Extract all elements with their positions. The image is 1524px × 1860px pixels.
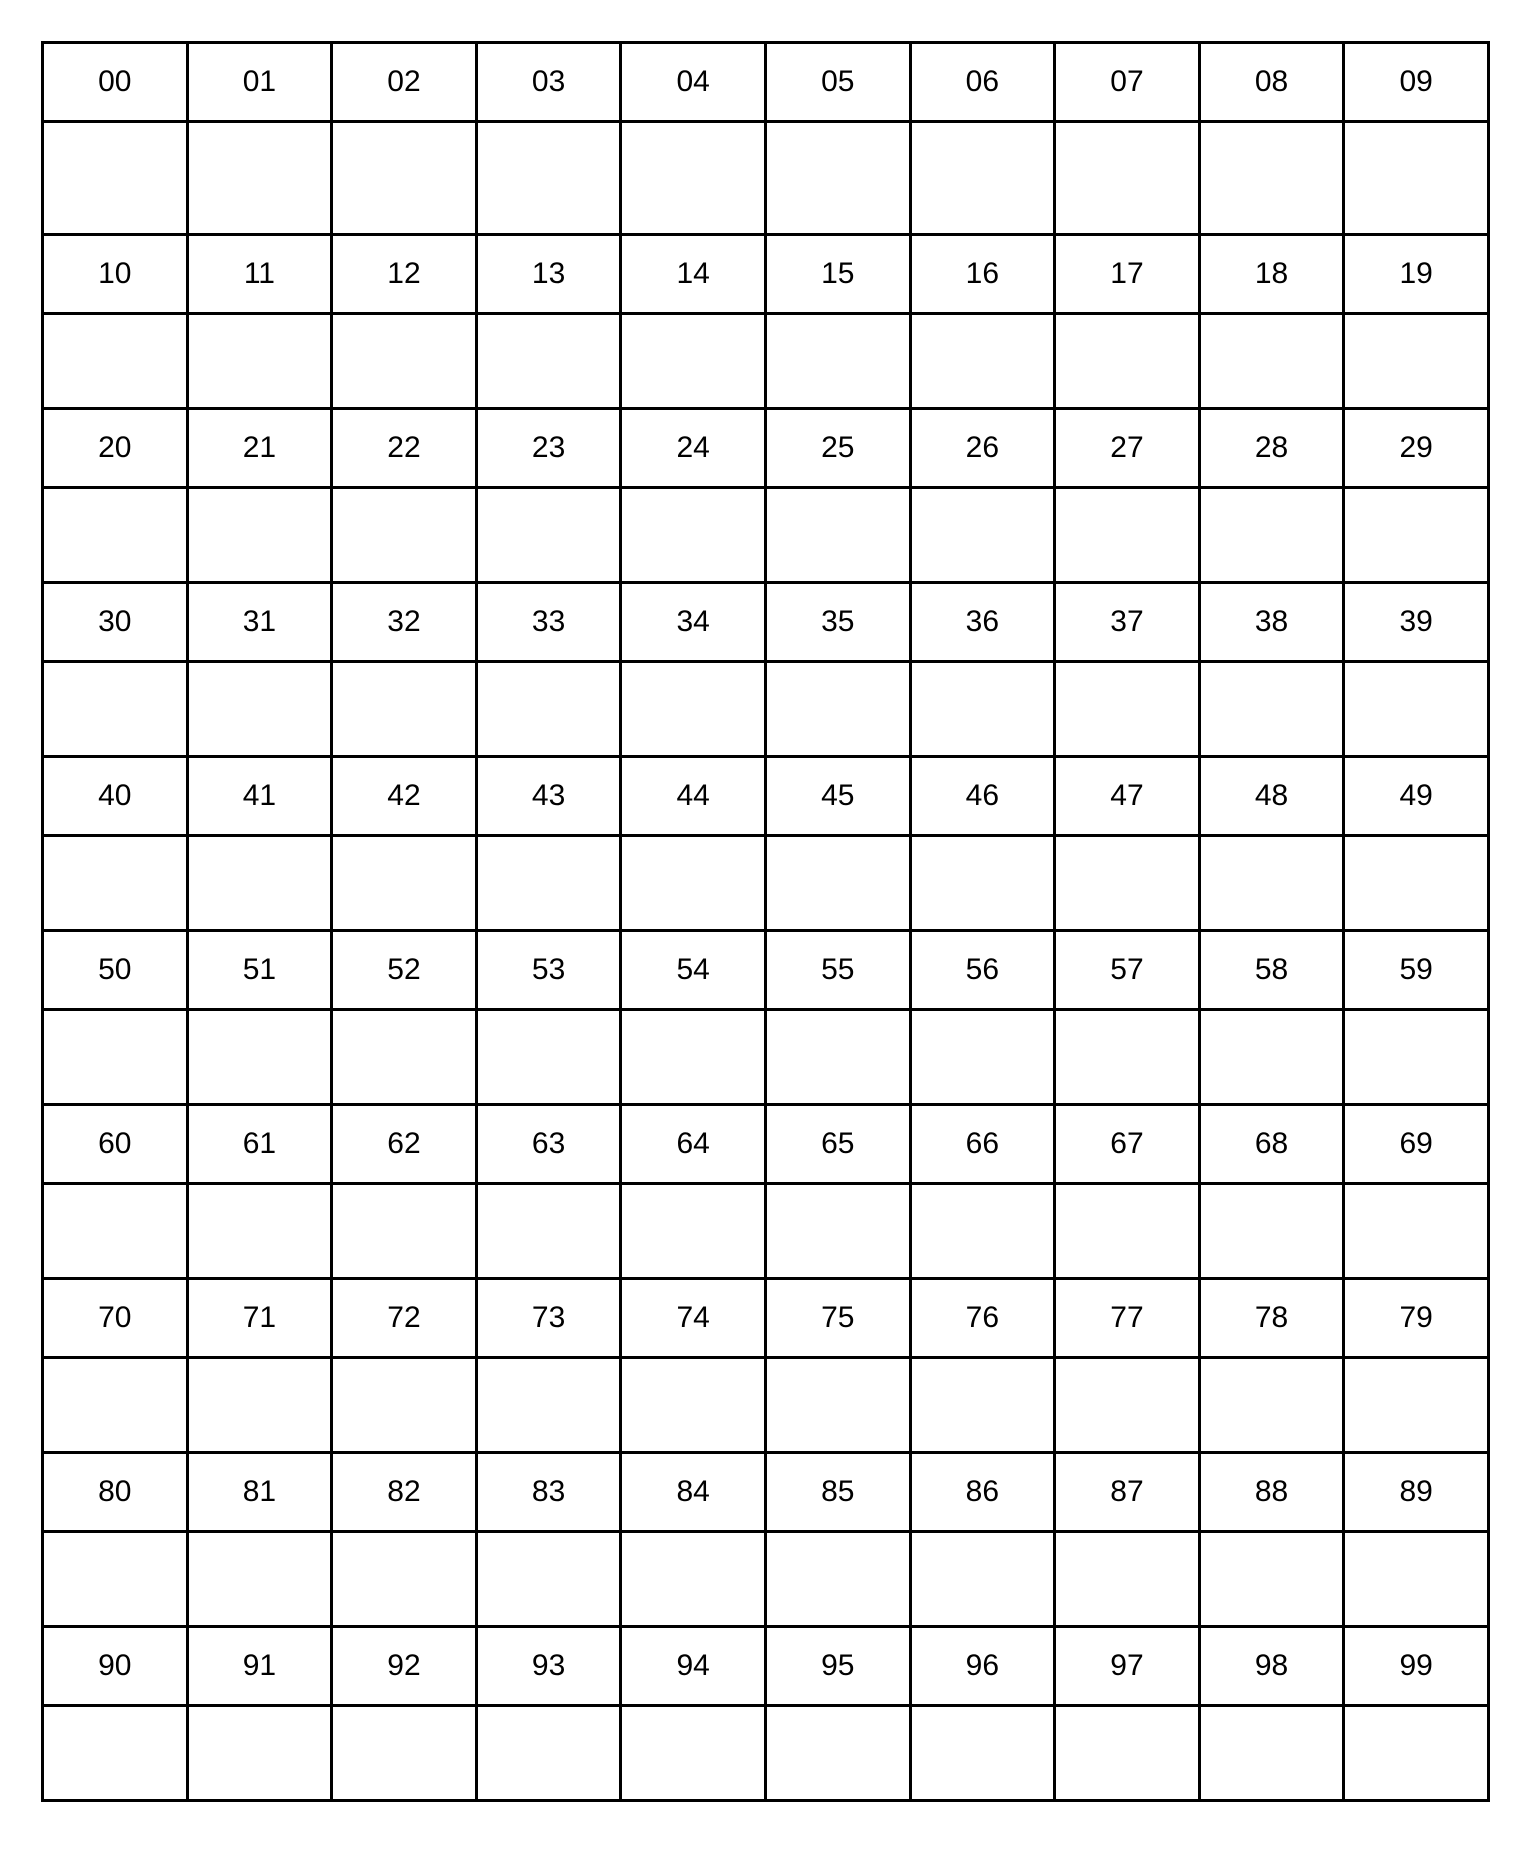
number-label-cell: 34 <box>621 583 766 662</box>
number-label-cell: 41 <box>187 757 332 836</box>
number-label-cell: 65 <box>765 1105 910 1184</box>
blank-writing-cell <box>765 1706 910 1801</box>
number-label-cell: 80 <box>43 1453 188 1532</box>
blank-writing-cell <box>1344 1358 1489 1453</box>
number-label-row <box>43 1627 1489 1706</box>
blank-writing-cell <box>621 1184 766 1279</box>
number-label-row <box>43 1453 1489 1532</box>
blank-writing-cell <box>43 1706 188 1801</box>
number-label-cell: 29 <box>1344 409 1489 488</box>
blank-writing-cell <box>765 662 910 757</box>
blank-writing-cell <box>476 662 621 757</box>
blank-writing-row <box>43 1010 1489 1105</box>
blank-writing-cell <box>332 314 477 409</box>
blank-writing-cell <box>910 1532 1055 1627</box>
blank-writing-cell <box>1055 662 1200 757</box>
number-label-cell: 70 <box>43 1279 188 1358</box>
number-label-cell: 94 <box>621 1627 766 1706</box>
blank-writing-cell <box>910 1184 1055 1279</box>
blank-writing-cell <box>43 1010 188 1105</box>
blank-writing-cell <box>1344 314 1489 409</box>
number-label-cell: 64 <box>621 1105 766 1184</box>
number-label-cell: 51 <box>187 931 332 1010</box>
blank-writing-cell <box>1199 1010 1344 1105</box>
blank-writing-cell <box>910 1358 1055 1453</box>
number-label-cell: 28 <box>1199 409 1344 488</box>
number-grid-body <box>43 43 1489 1801</box>
blank-writing-cell <box>1055 314 1200 409</box>
blank-writing-cell <box>187 1010 332 1105</box>
number-label-cell: 92 <box>332 1627 477 1706</box>
blank-writing-cell <box>1199 122 1344 235</box>
blank-writing-cell <box>621 1532 766 1627</box>
blank-writing-cell <box>187 662 332 757</box>
number-label-cell: 73 <box>476 1279 621 1358</box>
number-label-cell: 96 <box>910 1627 1055 1706</box>
blank-writing-cell <box>187 1184 332 1279</box>
number-label-cell: 01 <box>187 43 332 122</box>
number-label-cell: 54 <box>621 931 766 1010</box>
blank-writing-cell <box>910 1010 1055 1105</box>
number-label-cell: 49 <box>1344 757 1489 836</box>
number-label-cell: 37 <box>1055 583 1200 662</box>
number-label-cell: 72 <box>332 1279 477 1358</box>
blank-writing-cell <box>43 1184 188 1279</box>
blank-writing-cell <box>476 1532 621 1627</box>
number-label-cell: 76 <box>910 1279 1055 1358</box>
number-label-cell: 27 <box>1055 409 1200 488</box>
blank-writing-row <box>43 488 1489 583</box>
number-label-cell: 43 <box>476 757 621 836</box>
number-label-cell: 03 <box>476 43 621 122</box>
blank-writing-cell <box>187 1532 332 1627</box>
number-label-cell: 16 <box>910 235 1055 314</box>
blank-writing-cell <box>43 122 188 235</box>
blank-writing-cell <box>1055 1184 1200 1279</box>
blank-writing-cell <box>910 662 1055 757</box>
blank-writing-cell <box>332 836 477 931</box>
number-label-cell: 81 <box>187 1453 332 1532</box>
number-label-cell: 78 <box>1199 1279 1344 1358</box>
blank-writing-cell <box>1199 488 1344 583</box>
blank-writing-cell <box>1199 1706 1344 1801</box>
number-label-cell: 11 <box>187 235 332 314</box>
number-label-cell: 30 <box>43 583 188 662</box>
number-label-cell: 20 <box>43 409 188 488</box>
number-label-cell: 50 <box>43 931 188 1010</box>
number-label-cell: 62 <box>332 1105 477 1184</box>
blank-writing-cell <box>910 122 1055 235</box>
blank-writing-cell <box>1055 836 1200 931</box>
blank-writing-cell <box>476 1358 621 1453</box>
blank-writing-row <box>43 1358 1489 1453</box>
blank-writing-cell <box>1344 662 1489 757</box>
number-label-cell: 90 <box>43 1627 188 1706</box>
number-label-cell: 22 <box>332 409 477 488</box>
blank-writing-cell <box>332 1706 477 1801</box>
blank-writing-cell <box>1199 1358 1344 1453</box>
number-label-cell: 38 <box>1199 583 1344 662</box>
number-label-cell: 69 <box>1344 1105 1489 1184</box>
blank-writing-cell <box>1055 1358 1200 1453</box>
blank-writing-cell <box>187 122 332 235</box>
number-label-cell: 82 <box>332 1453 477 1532</box>
number-label-cell: 18 <box>1199 235 1344 314</box>
number-label-cell: 25 <box>765 409 910 488</box>
blank-writing-cell <box>476 314 621 409</box>
number-label-cell: 17 <box>1055 235 1200 314</box>
blank-writing-cell <box>621 662 766 757</box>
number-label-cell: 97 <box>1055 1627 1200 1706</box>
blank-writing-cell <box>332 1184 477 1279</box>
number-label-cell: 75 <box>765 1279 910 1358</box>
number-label-cell: 05 <box>765 43 910 122</box>
blank-writing-cell <box>43 314 188 409</box>
blank-writing-cell <box>332 488 477 583</box>
number-label-row <box>43 583 1489 662</box>
number-label-cell: 71 <box>187 1279 332 1358</box>
number-label-row <box>43 409 1489 488</box>
blank-writing-cell <box>1344 1010 1489 1105</box>
number-label-cell: 63 <box>476 1105 621 1184</box>
number-label-cell: 09 <box>1344 43 1489 122</box>
number-label-cell: 98 <box>1199 1627 1344 1706</box>
blank-writing-cell <box>332 1358 477 1453</box>
blank-writing-cell <box>1344 488 1489 583</box>
number-label-cell: 84 <box>621 1453 766 1532</box>
number-label-cell: 36 <box>910 583 1055 662</box>
blank-writing-cell <box>1055 1706 1200 1801</box>
blank-writing-cell <box>1344 122 1489 235</box>
blank-writing-cell <box>1344 1532 1489 1627</box>
number-label-cell: 48 <box>1199 757 1344 836</box>
blank-writing-row <box>43 122 1489 235</box>
number-label-cell: 44 <box>621 757 766 836</box>
blank-writing-cell <box>910 488 1055 583</box>
blank-writing-cell <box>187 488 332 583</box>
blank-writing-cell <box>332 662 477 757</box>
blank-writing-cell <box>476 1010 621 1105</box>
number-label-row <box>43 931 1489 1010</box>
blank-writing-cell <box>43 488 188 583</box>
blank-writing-cell <box>1055 1010 1200 1105</box>
blank-writing-row <box>43 1184 1489 1279</box>
number-label-cell: 68 <box>1199 1105 1344 1184</box>
number-label-cell: 19 <box>1344 235 1489 314</box>
blank-writing-cell <box>621 1358 766 1453</box>
number-label-cell: 57 <box>1055 931 1200 1010</box>
number-label-cell: 61 <box>187 1105 332 1184</box>
number-label-cell: 39 <box>1344 583 1489 662</box>
blank-writing-row <box>43 836 1489 931</box>
blank-writing-cell <box>187 1358 332 1453</box>
number-label-cell: 23 <box>476 409 621 488</box>
blank-writing-cell <box>765 122 910 235</box>
number-label-cell: 04 <box>621 43 766 122</box>
number-label-cell: 10 <box>43 235 188 314</box>
blank-writing-cell <box>621 1706 766 1801</box>
number-label-cell: 14 <box>621 235 766 314</box>
number-label-cell: 42 <box>332 757 477 836</box>
blank-writing-cell <box>476 122 621 235</box>
number-label-cell: 60 <box>43 1105 188 1184</box>
number-label-row <box>43 1105 1489 1184</box>
number-label-cell: 91 <box>187 1627 332 1706</box>
blank-writing-cell <box>765 1184 910 1279</box>
blank-writing-cell <box>1344 836 1489 931</box>
blank-writing-cell <box>476 1184 621 1279</box>
blank-writing-cell <box>1055 122 1200 235</box>
number-label-cell: 33 <box>476 583 621 662</box>
blank-writing-cell <box>332 122 477 235</box>
number-label-cell: 55 <box>765 931 910 1010</box>
blank-writing-cell <box>476 488 621 583</box>
number-label-cell: 66 <box>910 1105 1055 1184</box>
blank-writing-cell <box>910 836 1055 931</box>
blank-writing-cell <box>476 836 621 931</box>
blank-writing-cell <box>187 836 332 931</box>
blank-writing-row <box>43 1532 1489 1627</box>
number-label-cell: 13 <box>476 235 621 314</box>
blank-writing-cell <box>621 122 766 235</box>
number-label-cell: 83 <box>476 1453 621 1532</box>
number-label-cell: 56 <box>910 931 1055 1010</box>
number-label-cell: 07 <box>1055 43 1200 122</box>
blank-writing-cell <box>332 1532 477 1627</box>
blank-writing-cell <box>765 488 910 583</box>
number-label-cell: 45 <box>765 757 910 836</box>
number-label-cell: 08 <box>1199 43 1344 122</box>
number-label-row <box>43 43 1489 122</box>
number-grid-table <box>41 41 1490 1802</box>
number-label-row <box>43 757 1489 836</box>
number-label-cell: 12 <box>332 235 477 314</box>
number-label-cell: 89 <box>1344 1453 1489 1532</box>
blank-writing-cell <box>43 1358 188 1453</box>
blank-writing-cell <box>1199 662 1344 757</box>
number-label-cell: 40 <box>43 757 188 836</box>
number-label-cell: 85 <box>765 1453 910 1532</box>
number-label-cell: 59 <box>1344 931 1489 1010</box>
number-label-cell: 47 <box>1055 757 1200 836</box>
number-label-cell: 79 <box>1344 1279 1489 1358</box>
number-label-cell: 86 <box>910 1453 1055 1532</box>
number-label-cell: 06 <box>910 43 1055 122</box>
blank-writing-cell <box>1344 1184 1489 1279</box>
blank-writing-cell <box>1055 1532 1200 1627</box>
number-label-cell: 95 <box>765 1627 910 1706</box>
number-label-cell: 93 <box>476 1627 621 1706</box>
number-label-cell: 24 <box>621 409 766 488</box>
blank-writing-row <box>43 662 1489 757</box>
blank-writing-cell <box>621 836 766 931</box>
blank-writing-cell <box>187 314 332 409</box>
number-label-cell: 53 <box>476 931 621 1010</box>
blank-writing-cell <box>621 488 766 583</box>
number-label-cell: 52 <box>332 931 477 1010</box>
number-label-cell: 02 <box>332 43 477 122</box>
blank-writing-row <box>43 1706 1489 1801</box>
blank-writing-cell <box>187 1706 332 1801</box>
blank-writing-cell <box>1344 1706 1489 1801</box>
number-label-cell: 26 <box>910 409 1055 488</box>
number-label-cell: 35 <box>765 583 910 662</box>
blank-writing-cell <box>765 314 910 409</box>
number-label-cell: 99 <box>1344 1627 1489 1706</box>
blank-writing-cell <box>476 1706 621 1801</box>
blank-writing-cell <box>43 662 188 757</box>
number-label-row <box>43 1279 1489 1358</box>
number-label-cell: 15 <box>765 235 910 314</box>
blank-writing-cell <box>1199 1184 1344 1279</box>
blank-writing-cell <box>1199 836 1344 931</box>
number-label-cell: 77 <box>1055 1279 1200 1358</box>
number-label-cell: 87 <box>1055 1453 1200 1532</box>
blank-writing-cell <box>1199 1532 1344 1627</box>
number-label-cell: 74 <box>621 1279 766 1358</box>
blank-writing-cell <box>765 1358 910 1453</box>
blank-writing-cell <box>621 1010 766 1105</box>
blank-writing-cell <box>43 836 188 931</box>
number-label-cell: 00 <box>43 43 188 122</box>
blank-writing-cell <box>910 1706 1055 1801</box>
number-label-cell: 21 <box>187 409 332 488</box>
blank-writing-cell <box>621 314 766 409</box>
blank-writing-cell <box>910 314 1055 409</box>
blank-writing-cell <box>765 1010 910 1105</box>
blank-writing-cell <box>765 836 910 931</box>
number-label-cell: 32 <box>332 583 477 662</box>
number-label-cell: 67 <box>1055 1105 1200 1184</box>
number-label-cell: 31 <box>187 583 332 662</box>
blank-writing-row <box>43 314 1489 409</box>
blank-writing-cell <box>43 1532 188 1627</box>
number-label-cell: 46 <box>910 757 1055 836</box>
blank-writing-cell <box>332 1010 477 1105</box>
number-label-cell: 88 <box>1199 1453 1344 1532</box>
blank-writing-cell <box>1199 314 1344 409</box>
blank-writing-cell <box>765 1532 910 1627</box>
number-label-row <box>43 235 1489 314</box>
blank-writing-cell <box>1055 488 1200 583</box>
number-label-cell: 58 <box>1199 931 1344 1010</box>
